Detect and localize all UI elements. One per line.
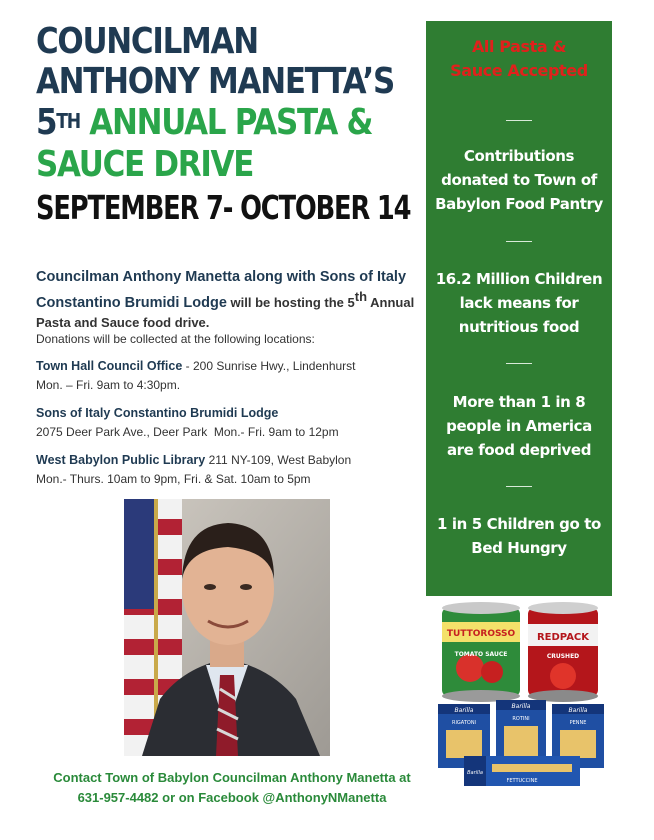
box2-label: ROTINI xyxy=(512,716,530,722)
panel-divider xyxy=(506,241,532,242)
headline-annual-pasta: ANNUAL PASTA & xyxy=(79,102,373,143)
location-town-hall xyxy=(36,357,356,395)
crushed-tomatoes-can-icon xyxy=(528,602,598,702)
box1-label: RIGATONI xyxy=(451,720,477,726)
location-sons-of-italy xyxy=(36,404,339,442)
can1-brand: TUTTOROSSO xyxy=(446,629,516,639)
can2-brand: REDPACK xyxy=(536,632,590,643)
headline-line-2: ANTHONY MANETTA’S xyxy=(36,61,394,102)
location-hours: Mon.- Thurs. 10am to 9pm, Fri. & Sat. 10am to 5pm xyxy=(36,472,311,486)
location-name: West Babylon Public Library xyxy=(36,453,206,467)
facts-panel xyxy=(426,21,612,596)
location-name: Town Hall Council Office xyxy=(36,359,183,373)
panel-divider xyxy=(506,363,532,364)
panel-fact-food-deprived xyxy=(426,390,612,462)
fact-line: Bed Hungry xyxy=(471,539,567,557)
fact-line: are food deprived xyxy=(446,441,592,459)
box4-label: FETTUCCINE xyxy=(506,778,538,784)
location-name: Sons of Italy Constantino Brumidi Lodge xyxy=(36,406,279,420)
fact-line: 1 in 5 Children go to xyxy=(437,515,601,533)
contact-info xyxy=(36,768,428,808)
councilman-portrait xyxy=(124,499,330,756)
collection-intro: Donations will be collected at the following locations: xyxy=(36,332,315,346)
headline-line-4: SAUCE DRIVE xyxy=(36,144,254,185)
headline-ordinal: 5 xyxy=(36,102,57,143)
location-address: 211 NY-109, West Babylon xyxy=(205,453,352,467)
lead-event: Annual Pasta and Sauce food drive. xyxy=(36,294,415,330)
fact-line: More than 1 in 8 xyxy=(452,393,586,411)
portrait-image xyxy=(124,499,330,756)
location-library xyxy=(36,451,351,489)
panel-accepted xyxy=(426,35,612,83)
box-brand: Barilla xyxy=(568,707,588,714)
panel-divider xyxy=(506,486,532,487)
contact-line-1: Contact Town of Babylon Councilman Anthony Manetta at xyxy=(53,770,411,785)
pasta-and-sauce-image xyxy=(430,600,614,792)
panel-fact-contributions xyxy=(426,144,612,216)
panel-accepted-line-2: Sauce Accepted xyxy=(450,61,588,80)
lead-organizers: Councilman Anthony Manetta along with Sons of Italy Constantino Brumidi Lodge xyxy=(36,269,407,311)
fact-line: nutritious food xyxy=(458,318,580,336)
fact-line: lack means for xyxy=(459,294,579,312)
headline-line-1: COUNCILMAN xyxy=(36,21,258,62)
location-hours: Mon. – Fri. 9am to 4:30pm. xyxy=(36,378,181,392)
headline-ordinal-suffix: TH xyxy=(56,109,80,133)
headline-dates: SEPTEMBER 7- OCTOBER 14 xyxy=(36,188,411,227)
pasta-boxes-icon xyxy=(438,700,604,786)
panel-divider xyxy=(506,120,532,121)
box-brand: Barilla xyxy=(511,703,531,710)
can2-label: CRUSHED xyxy=(546,653,580,660)
box3-label: PENNE xyxy=(569,720,587,726)
contact-line-2: 631-957-4482 or on Facebook @AnthonyNManetta xyxy=(77,790,387,805)
fact-line: donated to Town of xyxy=(441,171,597,189)
fact-line: 16.2 Million Children xyxy=(435,270,603,288)
headline-line-3 xyxy=(36,102,371,144)
panel-accepted-line-1: All Pasta & xyxy=(471,37,567,56)
location-address: 2075 Deer Park Ave., Deer Park xyxy=(36,425,208,439)
fact-line: Contributions xyxy=(463,147,575,165)
lead-hosting: will be hosting the 5 xyxy=(226,294,355,310)
tomato-sauce-can-icon xyxy=(442,602,520,702)
location-hours: Mon.- Fri. 9am to 12pm xyxy=(213,425,339,439)
panel-fact-hungry xyxy=(426,512,612,560)
fact-line: Babylon Food Pantry xyxy=(435,195,603,213)
panel-fact-children xyxy=(426,267,612,339)
box-brand: Barilla xyxy=(467,770,483,776)
location-address: - 200 Sunrise Hwy., Lindenhurst xyxy=(182,359,356,373)
lead-ordinal-suffix: th xyxy=(354,289,368,304)
headline xyxy=(36,22,426,229)
fact-line: people in America xyxy=(446,417,592,435)
box-brand: Barilla xyxy=(454,707,474,714)
lead-paragraph xyxy=(36,268,416,333)
can1-label: TOMATO SAUCE xyxy=(454,651,508,658)
